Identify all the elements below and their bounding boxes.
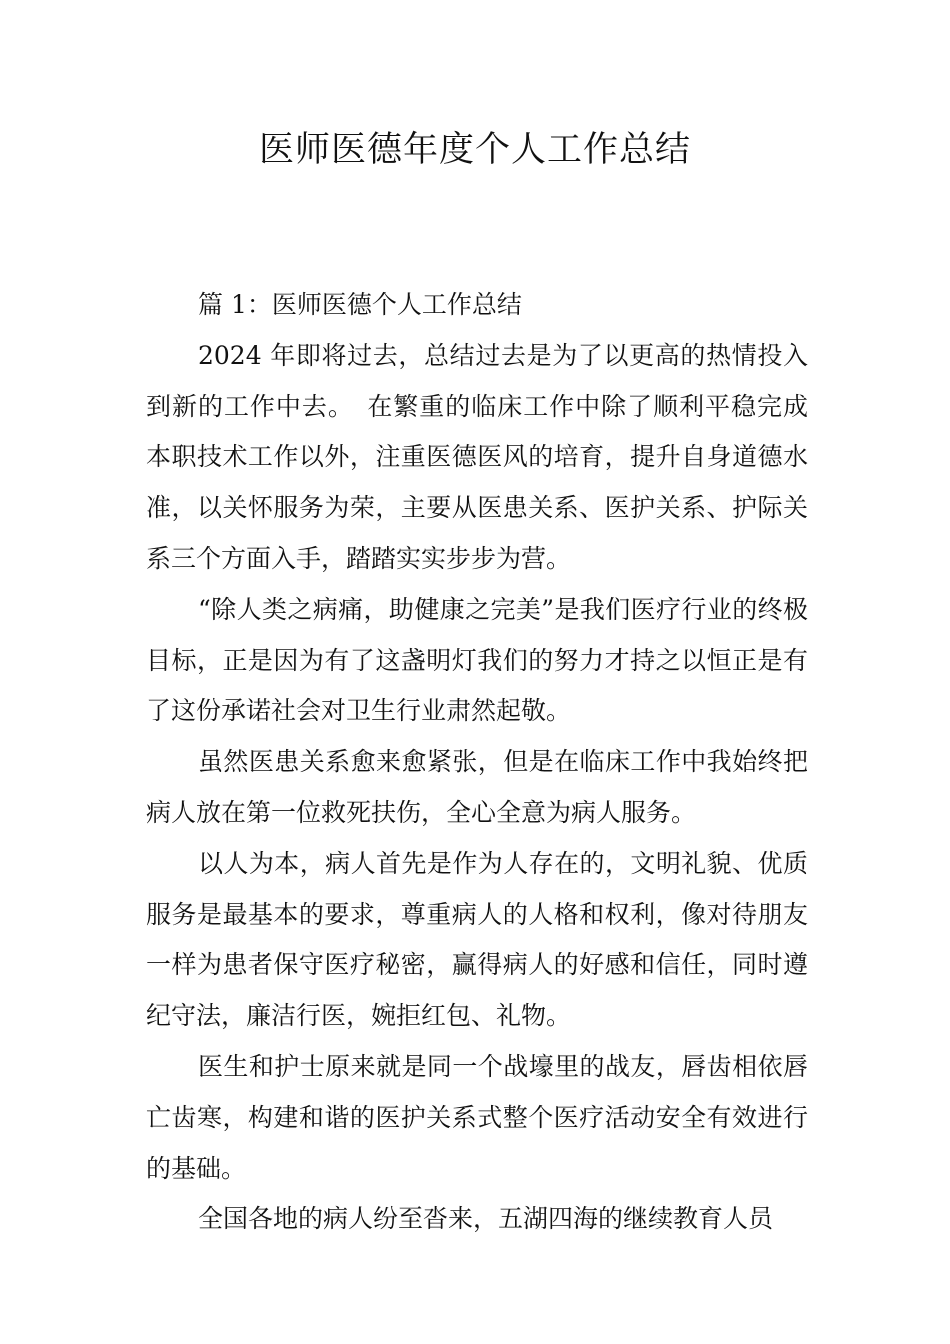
document-title: 医师医德年度个人工作总结 (258, 130, 691, 170)
paragraph-patients-nationwide: 全国各地的病人纷至沓来，五湖四海的继续教育人员 (198, 1204, 774, 1234)
document-body (146, 280, 808, 1245)
paragraph-doctor-nurse: 医生和护士原来就是同一个战壕里的战友，唇齿相依唇亡齿寒，构建和谐的医护关系式整个医疗活动安全有效进行的基础。 (146, 1051, 808, 1183)
paragraph-goal: “除人类之病痛，助健康之完美”是我们医疗行业的终极目标，正是因为有了这盏明灯我们的努力才持之以恒正是有了这份承诺社会对卫生行业肃然起敬。 (146, 594, 808, 726)
paragraph-intro: 2024 年即将过去，总结过去是为了以更高的热情投入到新的工作中去。 在繁重的临床工作中除了顺利平稳完成本职技术工作以外，注重医德医风的培育，提升自身道德水准，以关怀服务为荣，主要从医患关系、医护关系、护际关系三个方面入手，踏踏实实步步为营。 (146, 340, 808, 573)
section-heading: 篇 1：医师医德个人工作总结 (198, 290, 522, 319)
paragraph-patient-first: 虽然医患关系愈来愈紧张，但是在临床工作中我始终把病人放在第一位救死扶伤，全心全意为病人服务。 (146, 747, 808, 827)
paragraph-people-oriented: 以人为本，病人首先是作为人存在的，文明礼貌、优质服务是最基本的要求，尊重病人的人格和权利，像对待朋友一样为患者保守医疗秘密，赢得病人的好感和信任，同时遵纪守法，廉洁行医，婉拒红包、礼物。 (146, 848, 808, 1031)
